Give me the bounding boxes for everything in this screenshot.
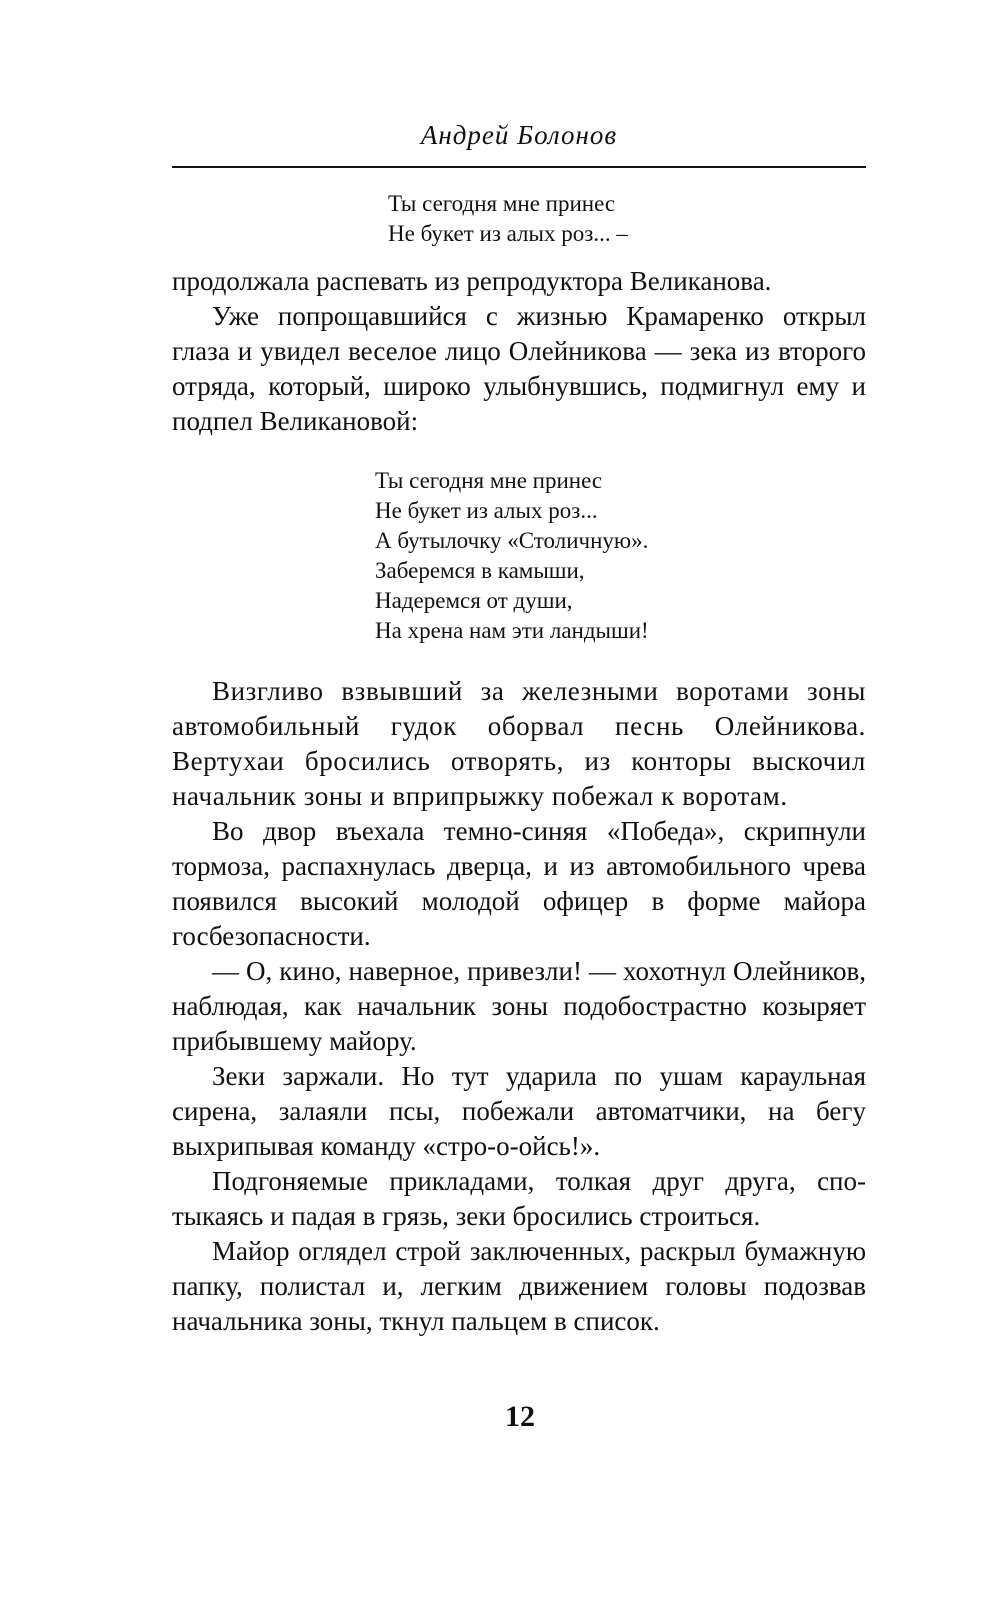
- paragraph: Во двор въехала темно-синяя «Победа», скрипнули тормоза, распахнулась дверца, и из автомобильного чрева появился высокий молодой офицер в форме майора госбезопасности.: [172, 816, 866, 951]
- verse-line: Не букет из алых роз... –: [388, 221, 628, 246]
- prose-block-2: [172, 674, 866, 1339]
- verse-line: Ты сегодня мне принес: [388, 191, 616, 216]
- verse-line: Заберемся в камыши,: [375, 558, 585, 583]
- verse-line: Ты сегодня мне принес: [375, 468, 603, 493]
- verse-line: На хрена нам эти ландыши!: [375, 618, 649, 643]
- verse-line: Надеремся от души,: [375, 588, 573, 613]
- paragraph: — О, кино, наверное, привезли! — хохотнул Олейников, наблюдая, как начальник зоны подобострастно козыряет прибывшему майору.: [172, 956, 866, 1056]
- paragraph: продолжала распевать из репродуктора Великанова.: [172, 266, 772, 296]
- paragraph: Майор оглядел строй заключенных, раскрыл бумажную папку, полистал и, легким движением головы подозвав начальника зоны, ткнул пальцем в список.: [172, 1236, 866, 1336]
- verse-line: Не букет из алых роз...: [375, 498, 598, 523]
- header-rule: [172, 166, 866, 168]
- page-number: 12: [505, 1400, 535, 1433]
- paragraph: Зеки заржали. Но тут ударила по ушам караульная сирена, залаяли псы, побежали автоматчики, на бегу выхрипывая команду «стро-о-ойсь!».: [172, 1061, 866, 1161]
- paragraph: Уже попрощавшийся с жизнью Крамаренко открыл глаза и увидел веселое лицо Олейникова — зека из второго отряда, который, широко улыбнувшись, подмигнул ему и подпел Великановой:: [172, 301, 866, 436]
- verse-line: А бутылочку «Столичную».: [375, 528, 649, 553]
- verse-block-2: [375, 466, 649, 646]
- running-head-author: Андрей Болонов: [420, 120, 618, 150]
- paragraph: Подгоняемые прикладами, толкая друг друга, спотыкаясь и падая в грязь, зеки бросились строиться.: [172, 1166, 866, 1231]
- verse-block-1: [388, 189, 628, 249]
- prose-block-1: [172, 264, 866, 439]
- paragraph: Визгливо взвывший за железными воротами зоны автомобильный гудок оборвал песнь Олейникова. Вертухаи бросились отворять, из конторы выскочил начальник зоны и вприпрыжку побежал к воротам.: [172, 676, 866, 811]
